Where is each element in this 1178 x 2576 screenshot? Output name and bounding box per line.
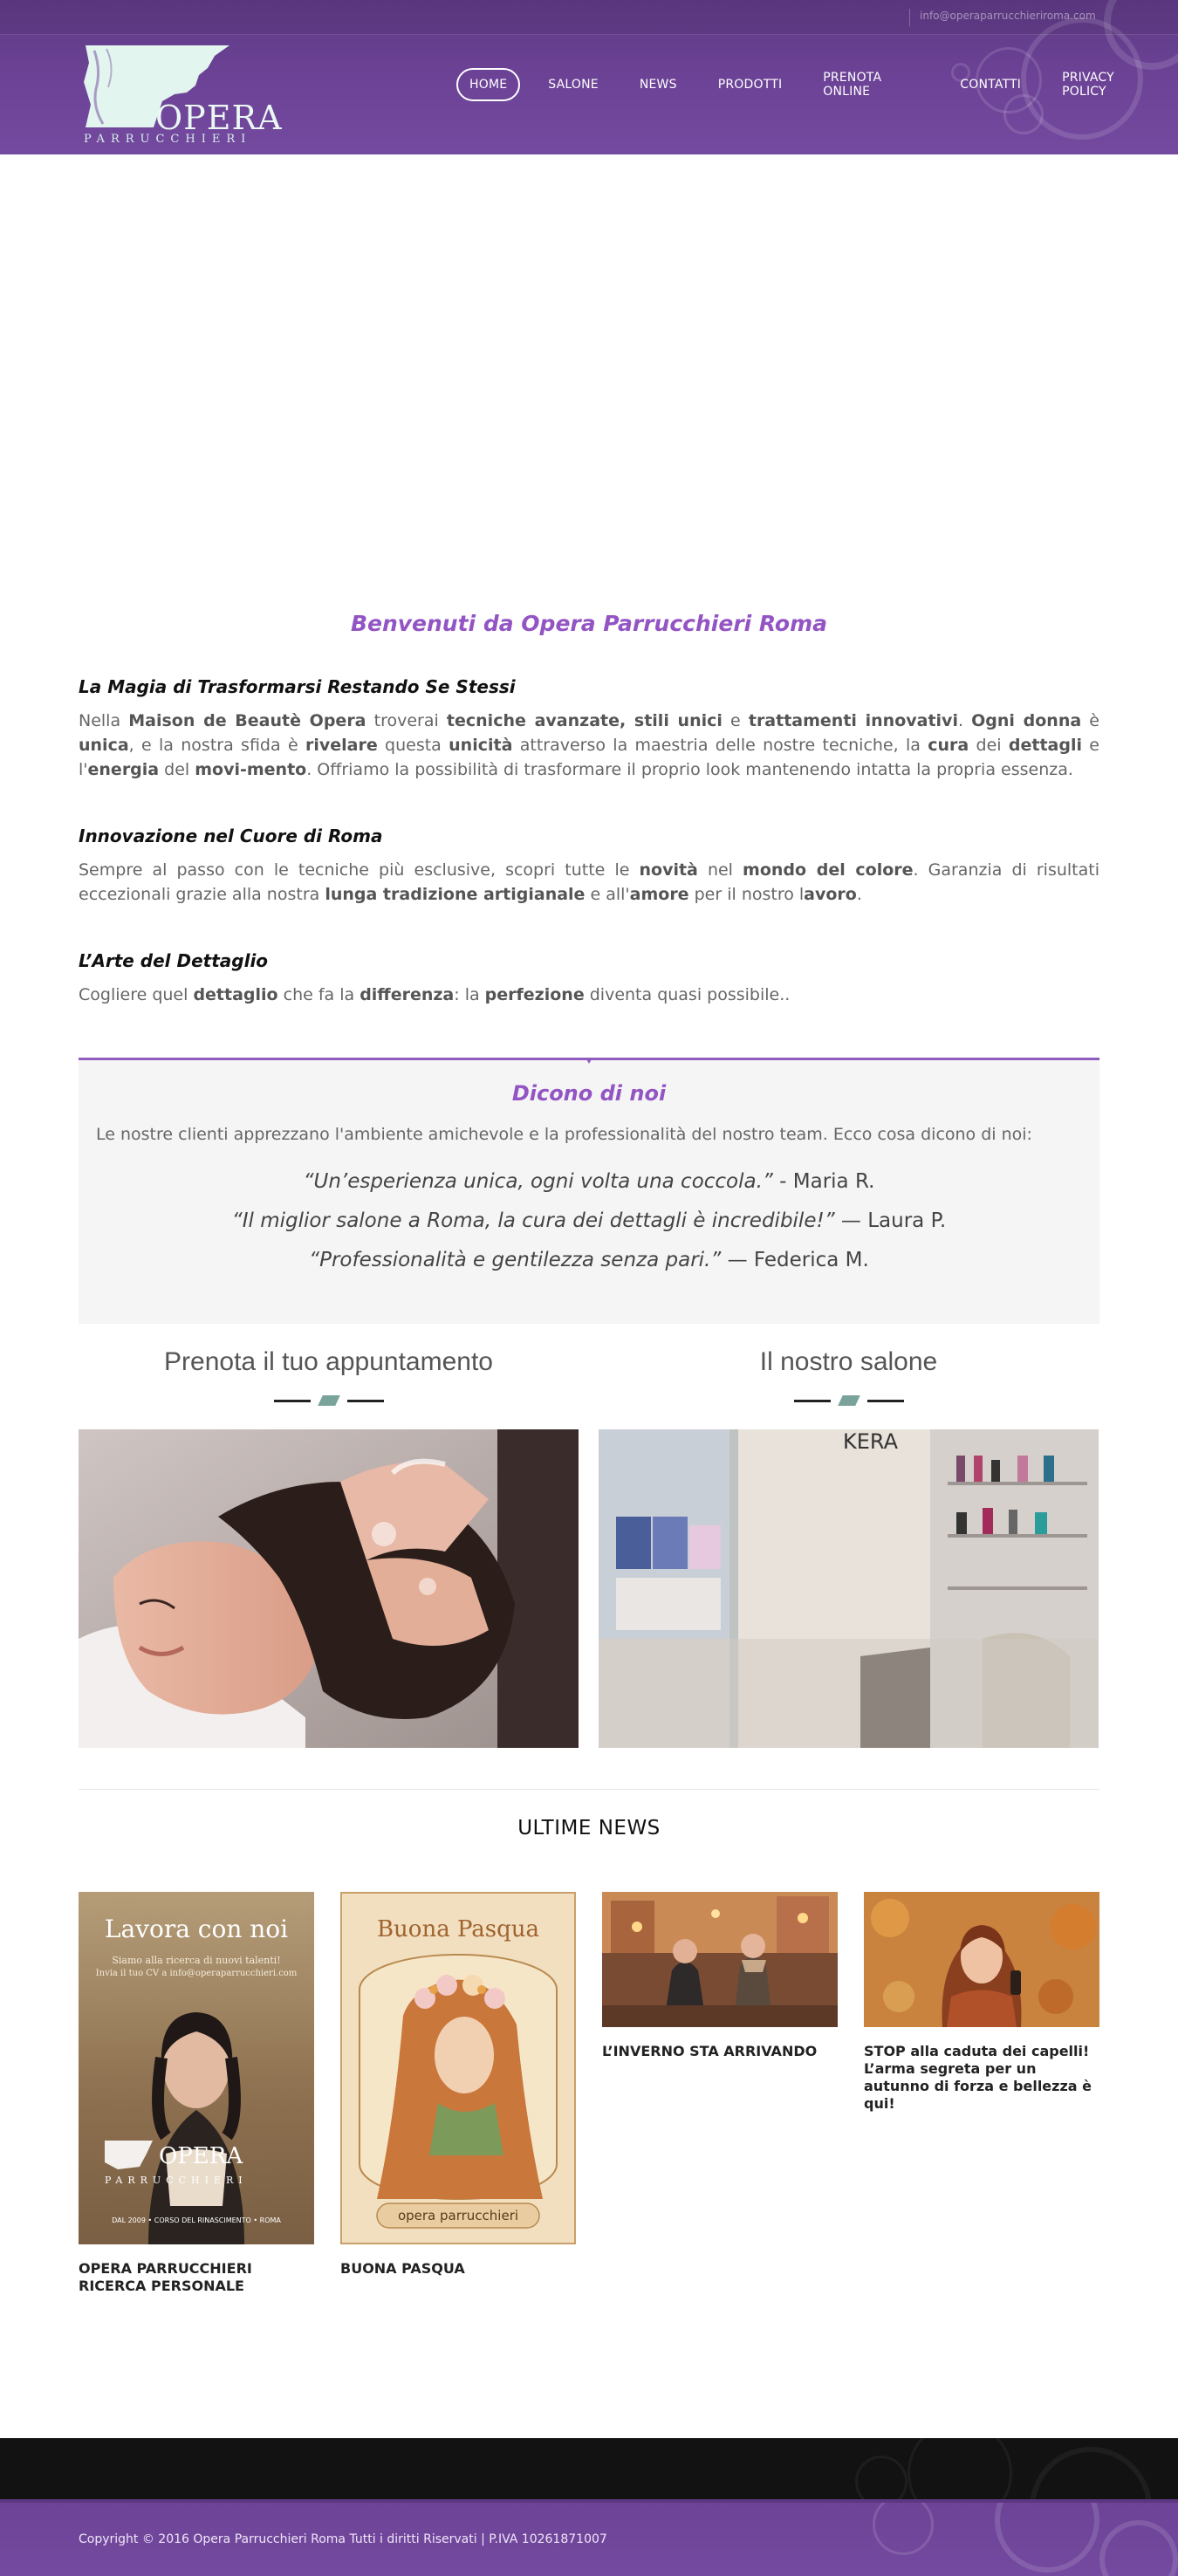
poster-logo: OPERA <box>159 2143 243 2169</box>
section-title-innovazione: Innovazione nel Cuore di Roma <box>79 826 383 846</box>
winter-couple-image <box>602 1892 838 2027</box>
poster-label: opera parrucchieri <box>397 2208 519 2223</box>
nav-contatti[interactable]: CONTATTI <box>960 78 1022 92</box>
news-caption[interactable]: BUONA PASQUA <box>340 2260 465 2277</box>
nav-salone[interactable]: SALONE <box>548 78 599 92</box>
news-thumbnail[interactable] <box>340 1892 576 2244</box>
welcome-heading: Benvenuti da Opera Parrucchieri Roma <box>350 611 828 636</box>
news-card[interactable] <box>602 1892 838 2060</box>
news-thumbnail[interactable] <box>864 1892 1099 2027</box>
poster-line: Invia il tuo CV a info@operaparrucchieri.com <box>95 1969 298 1978</box>
news-caption[interactable]: L’INVERNO STA ARRIVANDO <box>602 2043 818 2059</box>
nav-privacy-policy[interactable]: PRIVACY POLICY <box>1062 71 1114 99</box>
title-divider <box>794 1394 904 1407</box>
title-divider <box>274 1394 384 1407</box>
contact-email-link[interactable]: info@operaparrucchieriroma.com <box>920 10 1096 22</box>
salon-column <box>599 1347 1099 1407</box>
decor-circle <box>995 2499 1099 2573</box>
booking-column <box>79 1347 579 1407</box>
main-navigation <box>456 61 1178 108</box>
news-thumbnail[interactable] <box>79 1892 314 2244</box>
salon-title[interactable]: Il nostro salone <box>759 1347 938 1376</box>
decor-circle <box>873 2499 934 2555</box>
topbar-separator <box>909 9 910 26</box>
site-logo[interactable] <box>77 44 286 150</box>
news-thumbnail[interactable] <box>602 1892 838 2027</box>
autumn-woman-image <box>864 1892 1099 2027</box>
poster-line: Siamo alla ricerca di nuovi talenti! <box>112 1955 281 1966</box>
nav-home[interactable]: HOME <box>456 68 520 101</box>
copyright-text: Copyright © 2016 Opera Parrucchieri Roma Tutti i diritti Riservati | P.IVA 10261871007 <box>79 2532 607 2546</box>
logo-wordmark: OPERA <box>155 99 283 137</box>
nav-news[interactable]: NEWS <box>639 78 677 92</box>
reviews-intro: Le nostre clienti apprezzano l'ambiente amichevole e la professionalità del nostro team. Ecco cosa dicono di noi: <box>96 1125 1032 1144</box>
news-heading: ULTIME NEWS <box>517 1817 661 1840</box>
section-title-arte: L’Arte del Dettaglio <box>79 950 269 971</box>
footer-widgets-area <box>0 2438 1178 2499</box>
section-divider <box>79 1789 1099 1790</box>
hair-wash-image <box>79 1429 579 1748</box>
news-card[interactable] <box>340 1892 576 2278</box>
review-quote: “Professionalità e gentilezza senza pari.” — Federica M. <box>309 1249 869 1271</box>
site-footer <box>0 2499 1178 2576</box>
news-card[interactable] <box>864 1892 1099 2113</box>
site-header <box>0 0 1178 154</box>
nav-prodotti[interactable]: PRODOTTI <box>717 78 783 92</box>
section-text-arte: Cogliere quel dettaglio che fa la differenza: la perfezione diventa quasi possibile.. <box>79 985 791 1004</box>
reviews-title: Dicono di noi <box>511 1081 667 1106</box>
review-quote: “Il miglior salone a Roma, la cura dei dettagli è incredibile!” — Laura P. <box>231 1209 947 1232</box>
section-text-innovazione: Sempre al passo con le tecniche più esclusive, scopri tutte le novità nel mondo del colore. Garanzia di risultati eccezionali grazie alla nostra lunga tradizione artigianale e all'amore per il nostro lavoro. <box>79 860 1100 904</box>
salon-sign-text: KERA <box>843 1429 899 1454</box>
review-quote: “Un’esperienza unica, ogni volta una coccola.” - Maria R. <box>303 1170 875 1193</box>
salon-photo[interactable] <box>599 1429 1099 1748</box>
easter-poster-image <box>342 1894 574 2243</box>
news-caption[interactable]: OPERA PARRUCCHIERI RICERCA PERSONALE <box>79 2260 252 2294</box>
intro-content <box>79 611 1099 1051</box>
poster-title: Buona Pasqua <box>376 1916 540 1942</box>
recruit-poster-image <box>79 1892 314 2244</box>
decor-circle <box>1099 2520 1178 2576</box>
decor-circle <box>855 2456 907 2499</box>
booking-title[interactable]: Prenota il tuo appuntamento <box>164 1347 493 1376</box>
news-card[interactable] <box>79 1892 314 2295</box>
salon-interior-image <box>599 1429 1099 1748</box>
reviews-box <box>79 1058 1099 1324</box>
logo-subtitle: PARRUCCHIERI <box>84 133 252 146</box>
section-text-magia: Nella Maison de Beautè Opera troverai tecniche avanzate, stili unici e trattamenti innovativi. Ogni donna è unica, e la nostra sfida è rivelare questa unicità attraverso la maestria delle nostre tecniche, la cura dei dettagli e l'energia del movi-mento. Offriamo la possibilità di trasformare il proprio look mantenendo intatta la propria essenza. <box>79 711 1099 779</box>
booking-photo[interactable] <box>79 1429 579 1748</box>
news-caption[interactable]: STOP alla caduta dei capelli! L’arma segreta per un autunno di forza e bellezza è qui! <box>864 2043 1092 2112</box>
decor-circle <box>1030 2447 1152 2499</box>
decor-circle <box>907 2438 1012 2499</box>
top-bar <box>0 0 1178 35</box>
section-title-magia: La Magia di Trasformarsi Restando Se Stessi <box>79 676 516 697</box>
poster-title: Lavora con noi <box>104 1915 289 1943</box>
nav-prenota-online[interactable]: PRENOTA ONLINE <box>823 71 882 99</box>
poster-footer: DAL 2009 • CORSO DEL RINASCIMENTO • ROMA <box>112 2216 281 2224</box>
reviews-pointer <box>586 1058 592 1064</box>
poster-logo-sub: PARRUCCHIERI <box>105 2175 248 2186</box>
